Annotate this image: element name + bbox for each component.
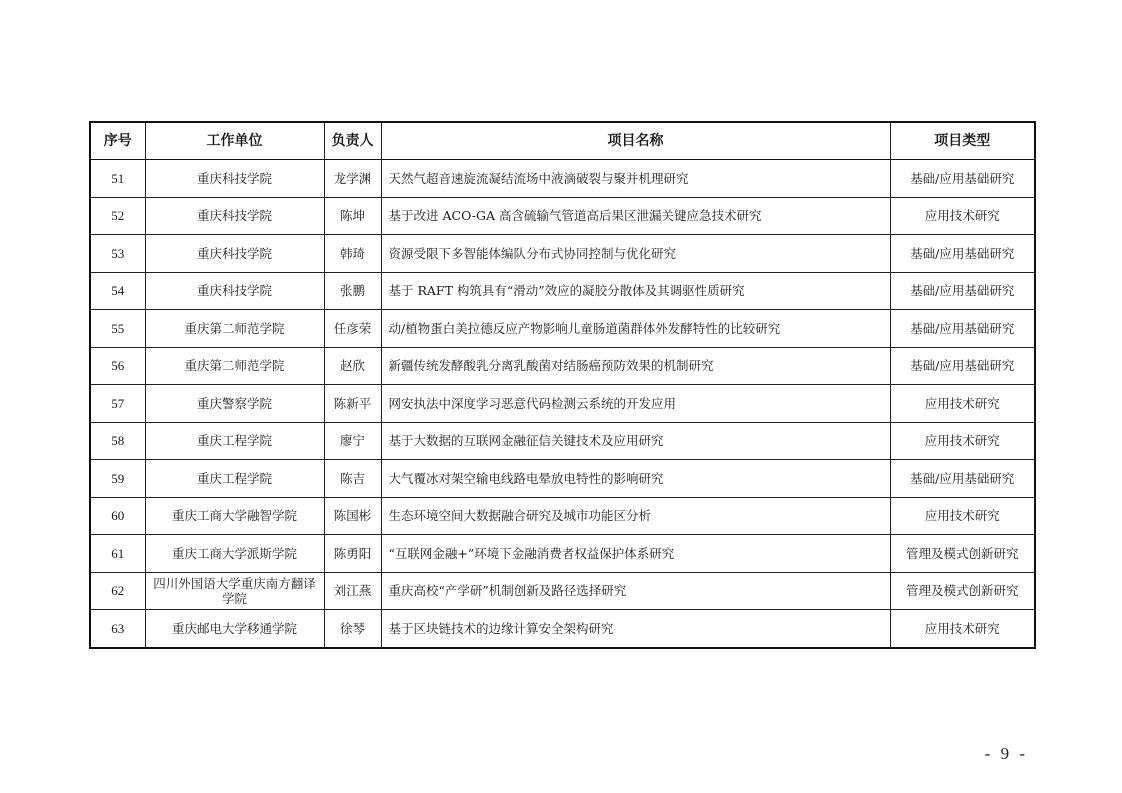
cell-project-name: 新疆传统发酵酸乳分离乳酸菌对结肠癌预防效果的机制研究 (381, 347, 890, 385)
cell-num: 61 (90, 535, 145, 573)
cell-unit: 重庆工商大学派斯学院 (145, 535, 324, 573)
cell-num: 62 (90, 572, 145, 610)
cell-num: 51 (90, 160, 145, 198)
cell-unit: 重庆工商大学融智学院 (145, 497, 324, 535)
table-header-row (90, 122, 1035, 160)
cell-project-name: 基于区块链技术的边缘计算安全架构研究 (381, 610, 890, 648)
cell-project-type: 基础/应用基础研究 (890, 347, 1035, 385)
cell-project-name: 资源受限下多智能体编队分布式协同控制与优化研究 (381, 235, 890, 273)
cell-project-name: 基于大数据的互联网金融征信关键技术及应用研究 (381, 422, 890, 460)
table-row (90, 347, 1035, 385)
cell-project-type: 应用技术研究 (890, 497, 1035, 535)
cell-unit: 重庆工程学院 (145, 422, 324, 460)
cell-project-name: 动/植物蛋白美拉德反应产物影响儿童肠道菌群体外发酵特性的比较研究 (381, 310, 890, 348)
cell-lead: 陈坤 (324, 197, 381, 235)
cell-project-type: 应用技术研究 (890, 385, 1035, 423)
cell-num: 53 (90, 235, 145, 273)
cell-lead: 刘江燕 (324, 572, 381, 610)
table-row (90, 197, 1035, 235)
cell-project-type: 管理及模式创新研究 (890, 572, 1035, 610)
cell-project-name: 基于改进 ACO-GA 高含硫输气管道高后果区泄漏关键应急技术研究 (381, 197, 890, 235)
cell-lead: 陈吉 (324, 460, 381, 498)
table-row (90, 422, 1035, 460)
cell-unit: 重庆科技学院 (145, 235, 324, 273)
table-row (90, 497, 1035, 535)
table-row (90, 610, 1035, 648)
cell-project-type: 基础/应用基础研究 (890, 160, 1035, 198)
cell-num: 52 (90, 197, 145, 235)
table-row (90, 572, 1035, 610)
cell-lead: 龙学渊 (324, 160, 381, 198)
table-row (90, 385, 1035, 423)
cell-project-name: 天然气超音速旋流凝结流场中液滴破裂与聚并机理研究 (381, 160, 890, 198)
cell-unit: 重庆科技学院 (145, 272, 324, 310)
table-row (90, 235, 1035, 273)
cell-lead: 徐琴 (324, 610, 381, 648)
cell-project-type: 基础/应用基础研究 (890, 310, 1035, 348)
cell-unit: 重庆第二师范学院 (145, 310, 324, 348)
cell-unit: 重庆警察学院 (145, 385, 324, 423)
cell-unit: 重庆科技学院 (145, 197, 324, 235)
cell-project-name: 网安执法中深度学习恶意代码检测云系统的开发应用 (381, 385, 890, 423)
cell-lead: 任彦荣 (324, 310, 381, 348)
cell-project-name: 重庆高校“产学研”机制创新及路径选择研究 (381, 572, 890, 610)
cell-project-name: “互联网金融+”环境下金融消费者权益保护体系研究 (381, 535, 890, 573)
cell-unit: 四川外国语大学重庆南方翻译学院 (145, 572, 324, 610)
cell-unit: 重庆工程学院 (145, 460, 324, 498)
cell-num: 59 (90, 460, 145, 498)
table-row (90, 460, 1035, 498)
header-type: 项目类型 (890, 122, 1035, 160)
cell-project-type: 基础/应用基础研究 (890, 460, 1035, 498)
cell-project-name: 大气覆冰对架空输电线路电晕放电特性的影响研究 (381, 460, 890, 498)
cell-lead: 陈国彬 (324, 497, 381, 535)
header-unit: 工作单位 (145, 122, 324, 160)
cell-lead: 张鹏 (324, 272, 381, 310)
cell-num: 58 (90, 422, 145, 460)
cell-project-type: 应用技术研究 (890, 422, 1035, 460)
cell-lead: 廖宁 (324, 422, 381, 460)
cell-num: 60 (90, 497, 145, 535)
cell-lead: 陈勇阳 (324, 535, 381, 573)
cell-unit: 重庆邮电大学移通学院 (145, 610, 324, 648)
project-table (89, 121, 1036, 649)
cell-project-type: 基础/应用基础研究 (890, 235, 1035, 273)
cell-num: 54 (90, 272, 145, 310)
table-row (90, 272, 1035, 310)
cell-lead: 陈新平 (324, 385, 381, 423)
cell-unit: 重庆第二师范学院 (145, 347, 324, 385)
cell-project-name: 生态环境空间大数据融合研究及城市功能区分析 (381, 497, 890, 535)
table-row (90, 310, 1035, 348)
header-lead: 负责人 (324, 122, 381, 160)
table-body (90, 160, 1035, 648)
cell-project-type: 基础/应用基础研究 (890, 272, 1035, 310)
cell-num: 63 (90, 610, 145, 648)
table-row (90, 535, 1035, 573)
cell-project-type: 应用技术研究 (890, 610, 1035, 648)
cell-unit: 重庆科技学院 (145, 160, 324, 198)
cell-num: 56 (90, 347, 145, 385)
cell-lead: 韩琦 (324, 235, 381, 273)
table-row (90, 160, 1035, 198)
cell-lead: 赵欣 (324, 347, 381, 385)
project-table-container (89, 121, 1034, 649)
page-number: - 9 - (984, 744, 1028, 763)
cell-num: 55 (90, 310, 145, 348)
cell-project-name: 基于 RAFT 构筑具有“滑动”效应的凝胶分散体及其调驱性质研究 (381, 272, 890, 310)
cell-project-type: 应用技术研究 (890, 197, 1035, 235)
header-num: 序号 (90, 122, 145, 160)
cell-project-type: 管理及模式创新研究 (890, 535, 1035, 573)
header-name: 项目名称 (381, 122, 890, 160)
cell-num: 57 (90, 385, 145, 423)
